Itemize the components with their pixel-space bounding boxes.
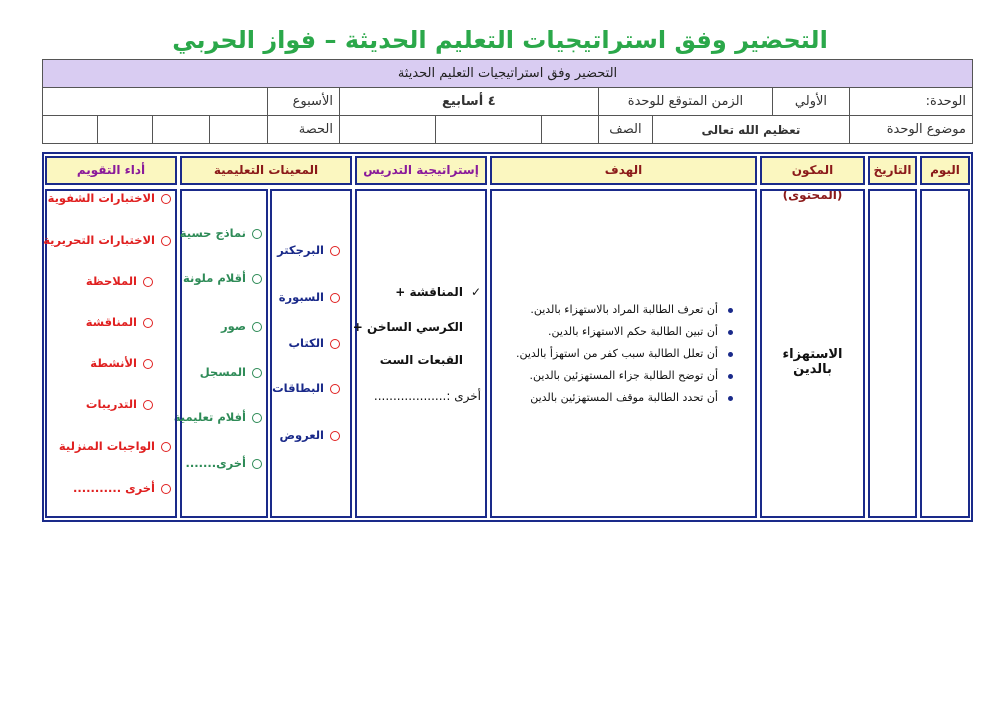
goal-item: أن تعلل الطالبة سبب كفر من استهزأ بالدين. bbox=[516, 347, 733, 360]
radio-icon bbox=[252, 368, 262, 378]
aids-left-cell bbox=[173, 189, 268, 518]
week-value[interactable] bbox=[43, 88, 268, 116]
date-column bbox=[868, 156, 917, 518]
goal-item: أن توضح الطالبة جزاء المستهزئين بالدين. bbox=[529, 369, 733, 382]
unit-label: الوحدة: bbox=[849, 88, 972, 116]
strategy-line-2: الكرسي الساخن + bbox=[352, 320, 463, 334]
bullet-icon bbox=[728, 352, 733, 357]
topic-value: تعظيم الله تعالى bbox=[653, 116, 849, 144]
radio-icon bbox=[252, 229, 262, 239]
aid-item[interactable]: أفلام تعليمية bbox=[174, 410, 262, 424]
goal-column bbox=[490, 156, 757, 518]
radio-icon bbox=[143, 277, 153, 287]
aid-item[interactable]: أقلام ملونة bbox=[183, 271, 262, 285]
radio-icon bbox=[161, 194, 171, 204]
assessment-item[interactable]: المناقشة bbox=[86, 315, 153, 329]
bullet-icon bbox=[728, 308, 733, 313]
content-value: الاستهزاء بالدين bbox=[782, 347, 843, 377]
aids-header: المعينات التعليمية bbox=[180, 156, 352, 185]
assessment-item[interactable]: الواجبات المنزلية bbox=[59, 439, 171, 453]
radio-icon bbox=[143, 400, 153, 410]
page-title: التحضير وفق استراتيجيات التعليم الحديثة – فواز الحربي bbox=[172, 26, 828, 54]
assessment-cell bbox=[45, 189, 177, 518]
aid-item[interactable]: نماذج حسية bbox=[180, 226, 262, 240]
aids-right-column bbox=[270, 156, 352, 518]
radio-icon bbox=[252, 413, 262, 423]
radio-icon bbox=[252, 322, 262, 332]
bullet-icon bbox=[728, 330, 733, 335]
period-cell-2[interactable] bbox=[153, 116, 210, 144]
radio-icon bbox=[252, 274, 262, 284]
period-cell-3[interactable] bbox=[97, 116, 153, 144]
radio-icon bbox=[330, 246, 340, 256]
bullet-icon bbox=[728, 396, 733, 401]
goal-item: أن تعرف الطالبة المراد بالاستهزاء بالدين. bbox=[530, 303, 733, 316]
strategy-cell bbox=[352, 189, 487, 518]
time-label: الزمن المتوقع للوحدة bbox=[598, 88, 773, 116]
info-header: التحضير وفق استراتيجيات التعليم الحديثة bbox=[43, 60, 973, 88]
goal-cell bbox=[490, 189, 757, 518]
aid-item[interactable]: البرجكتر bbox=[277, 243, 340, 257]
assessment-item[interactable]: أخرى ........... bbox=[73, 481, 171, 495]
time-value: ٤ أسابيع bbox=[339, 88, 598, 116]
radio-icon bbox=[161, 236, 171, 246]
unit-value: الأولي bbox=[773, 88, 849, 116]
bullet-icon bbox=[728, 374, 733, 379]
period-label: الحصة bbox=[267, 116, 339, 144]
class-cell-2[interactable] bbox=[436, 116, 542, 144]
info-table bbox=[42, 59, 973, 144]
period-cell-1[interactable] bbox=[210, 116, 268, 144]
class-label: الصف bbox=[598, 116, 653, 144]
aid-item[interactable]: السبورة bbox=[279, 290, 340, 304]
date-header: التاريخ bbox=[868, 156, 917, 185]
day-column bbox=[920, 156, 970, 518]
goal-item: أن تحدد الطالبة موقف المستهزئين بالدين bbox=[530, 391, 733, 404]
aid-item[interactable]: الكتاب bbox=[288, 336, 340, 350]
aid-item[interactable]: العروض bbox=[279, 428, 340, 442]
goal-header: الهدف bbox=[490, 156, 757, 185]
check-icon: ✓ bbox=[470, 285, 481, 299]
date-cell[interactable] bbox=[868, 189, 917, 518]
strategy-column bbox=[352, 156, 487, 518]
assessment-item[interactable]: الاختبارات التحريرية bbox=[43, 233, 171, 247]
strategy-line-1: ✓المناقشة + bbox=[395, 285, 481, 299]
radio-icon bbox=[330, 339, 340, 349]
strategy-other: أخرى :................... bbox=[373, 389, 481, 403]
content-header: المكون (المحتوى) bbox=[760, 156, 865, 185]
aid-item[interactable]: صور bbox=[221, 319, 262, 333]
content-column bbox=[760, 156, 865, 518]
period-cell-4[interactable] bbox=[43, 116, 98, 144]
assessment-item[interactable]: التدريبات bbox=[86, 397, 153, 411]
class-cell-3[interactable] bbox=[339, 116, 435, 144]
assessment-item[interactable]: الملاحظة bbox=[86, 274, 153, 288]
class-cell-1[interactable] bbox=[541, 116, 598, 144]
strategy-line-3: القبعات الست bbox=[379, 353, 463, 367]
day-cell[interactable] bbox=[920, 189, 970, 518]
radio-icon bbox=[143, 318, 153, 328]
radio-icon bbox=[143, 359, 153, 369]
assessment-item[interactable]: الأنشطة bbox=[90, 356, 153, 370]
aid-item[interactable]: البطاقات bbox=[272, 381, 340, 395]
assessment-column bbox=[45, 156, 177, 518]
content-cell bbox=[760, 189, 865, 518]
radio-icon bbox=[330, 293, 340, 303]
week-label: الأسبوع bbox=[267, 88, 339, 116]
strategy-header: إستراتيجية التدريس bbox=[355, 156, 487, 185]
assessment-item[interactable]: الاختبارات الشفوية bbox=[48, 191, 171, 205]
goal-item: أن تبين الطالبة حكم الاستهزاء بالدين. bbox=[548, 325, 733, 338]
radio-icon bbox=[330, 431, 340, 441]
radio-icon bbox=[252, 459, 262, 469]
aids-right-cell bbox=[270, 189, 352, 518]
radio-icon bbox=[330, 384, 340, 394]
radio-icon bbox=[161, 442, 171, 452]
aid-item[interactable]: المسجل bbox=[200, 365, 262, 379]
day-header: اليوم bbox=[920, 156, 970, 185]
radio-icon bbox=[161, 484, 171, 494]
assessment-header: أداء التقويم bbox=[45, 156, 177, 185]
topic-label: موضوع الوحدة bbox=[849, 116, 972, 144]
aid-item[interactable]: أخرى....... bbox=[185, 456, 262, 470]
aids-left-column bbox=[173, 156, 268, 518]
